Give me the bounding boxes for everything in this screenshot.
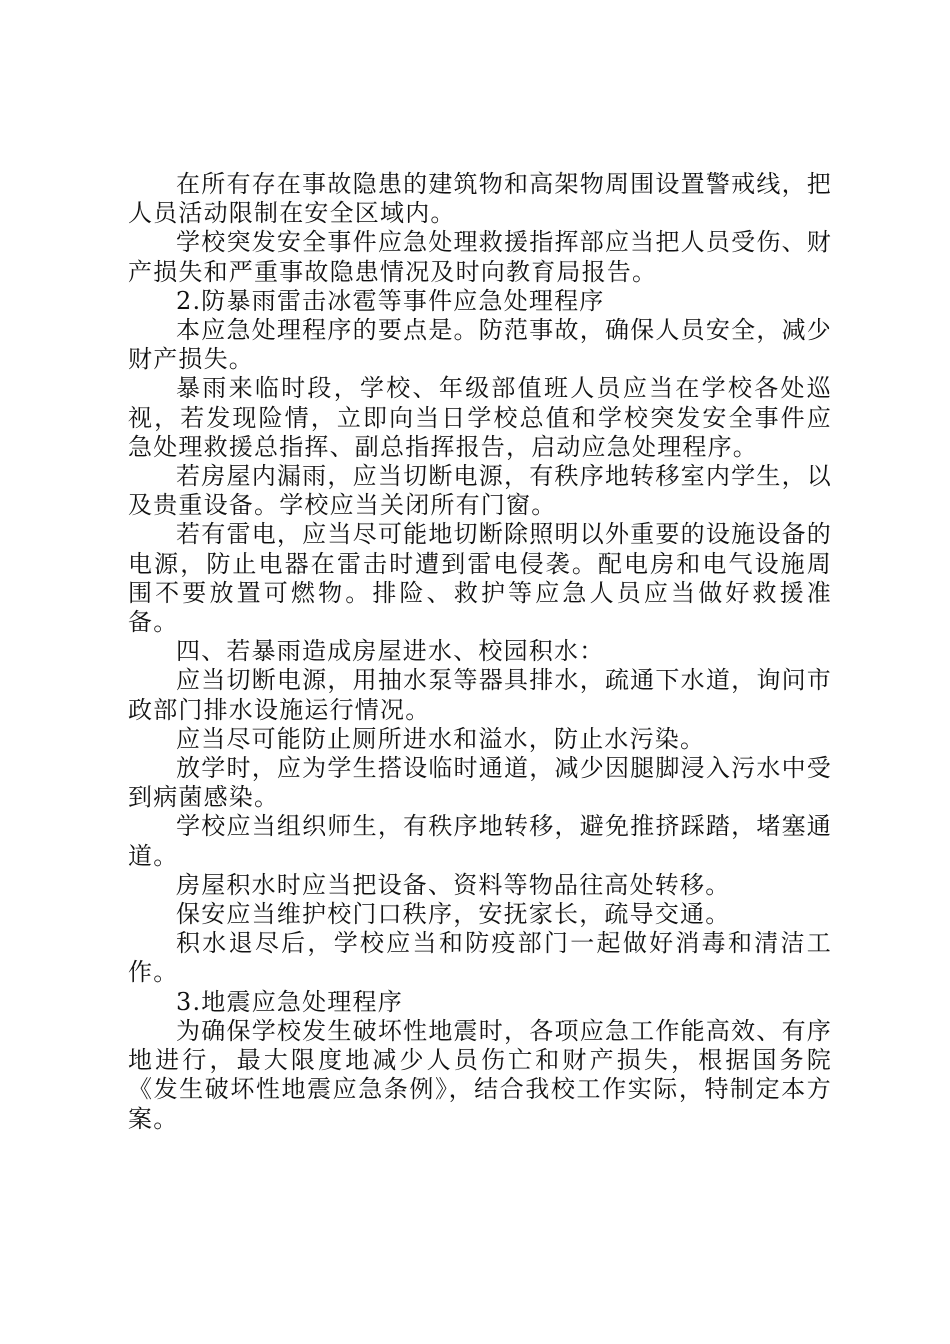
document-body: [128, 170, 832, 1134]
paragraph-roof-leak: 若房屋内漏雨，应当切断电源，有秩序地转移室内学生，以及贵重设备。学校应当关闭所有门窗。: [128, 462, 832, 520]
paragraph-earthquake-purpose: 为确保学校发生破坏性地震时，各项应急工作能高效、有序地进行，最大限度地减少人员伤亡和财产损失，根据国务院《发生破坏性地震应急条例》，结合我校工作实际，特制定本方案。: [128, 1016, 832, 1133]
paragraph-warning-line: 在所有存在事故隐患的建筑物和高架物周围设置警戒线，把人员活动限制在安全区域内。: [128, 170, 832, 228]
paragraph-toilet-overflow: 应当尽可能防止厕所进水和溢水，防止水污染。: [176, 724, 706, 753]
heading-rainstorm-procedure: 2.防暴雨雷击冰雹等事件应急处理程序: [176, 286, 605, 315]
paragraph-drainage: 应当切断电源，用抽水泵等器具排水，疏通下水道，询问市政部门排水设施运行情况。: [128, 666, 832, 724]
paragraph-security-guard: 保安应当维护校门口秩序，安抚家长，疏导交通。: [176, 900, 731, 929]
heading-flooding: 四、若暴雨造成房屋进水、校园积水：: [176, 637, 605, 666]
paragraph-move-equipment: 房屋积水时应当把设备、资料等物品往高处转移。: [176, 870, 731, 899]
paragraph-temporary-passage: 放学时，应为学生搭设临时通道，减少因腿脚浸入污水中受到病菌感染。: [128, 754, 832, 812]
paragraph-report-to-bureau: 学校突发安全事件应急处理救援指挥部应当把人员受伤、财产损失和严重事故隐患情况及时向教育局报告。: [128, 228, 832, 286]
paragraph-orderly-transfer: 学校应当组织师生，有秩序地转移，避免推挤踩踏，堵塞通道。: [128, 812, 832, 870]
paragraph-procedure-key-points: 本应急处理程序的要点是。防范事故，确保人员安全，减少财产损失。: [128, 316, 832, 374]
paragraph-lightning: 若有雷电，应当尽可能地切断除照明以外重要的设施设备的电源，防止电器在雷击时遭到雷电侵袭。配电房和电气设施周围不要放置可燃物。排险、救护等应急人员应当做好救援准备。: [128, 520, 832, 637]
paragraph-rainstorm-patrol: 暴雨来临时段，学校、年级部值班人员应当在学校各处巡视，若发现险情，立即向当日学校总值和学校突发安全事件应急处理救援总指挥、副总指挥报告，启动应急处理程序。: [128, 374, 832, 461]
heading-earthquake-procedure: 3.地震应急处理程序: [176, 987, 403, 1016]
paragraph-disinfection: 积水退尽后，学校应当和防疫部门一起做好消毒和清洁工作。: [128, 929, 832, 987]
